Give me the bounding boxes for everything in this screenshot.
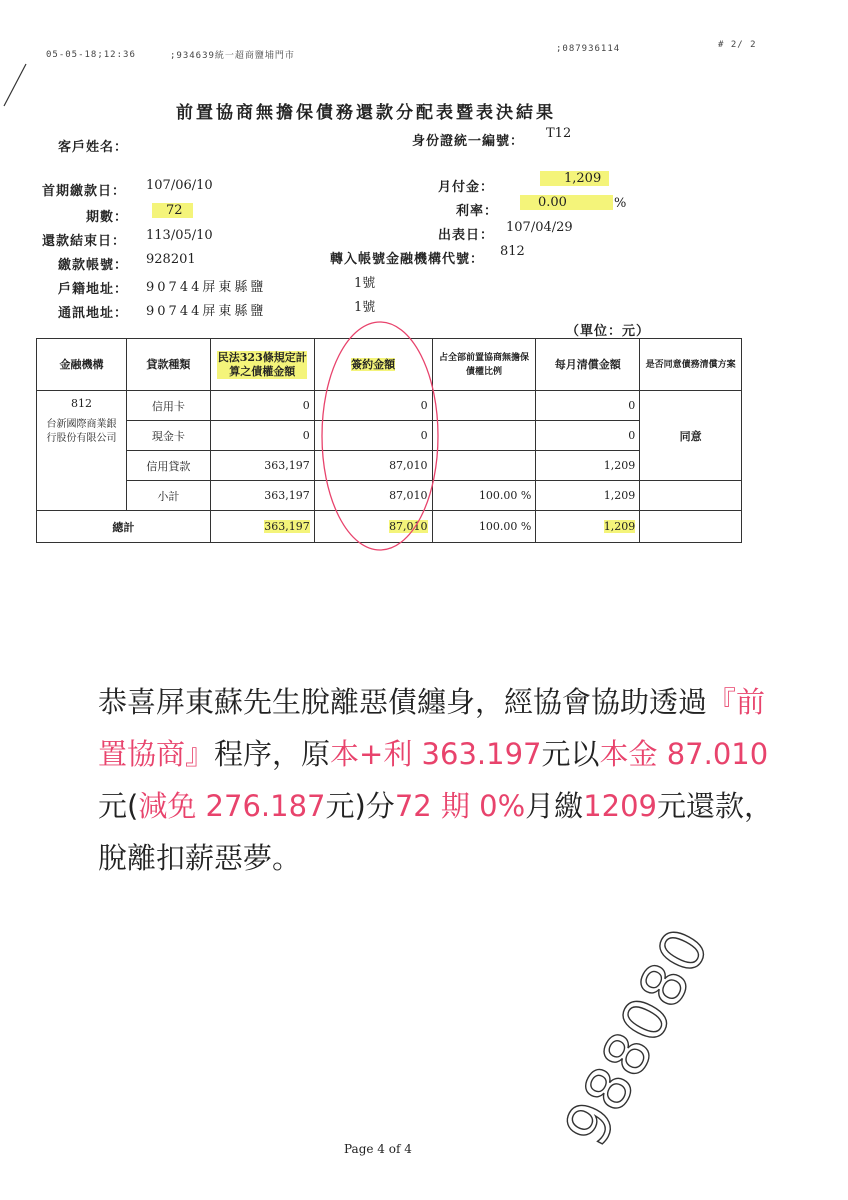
bank-code-value: 812 bbox=[500, 244, 525, 259]
fax-phone: ;087936114 bbox=[556, 44, 621, 54]
note-part-13: 元還款，脫離扣薪惡夢。 bbox=[98, 789, 774, 875]
claim-amount: 363,197 bbox=[210, 481, 314, 511]
account-label: 繳款帳號： bbox=[58, 258, 129, 273]
loan-type: 信用卡 bbox=[126, 391, 210, 421]
interest-rate-label: 利率： bbox=[456, 204, 499, 219]
mailing-address-value: 90744屏東縣鹽 bbox=[146, 304, 267, 319]
note-part-11: 月繳 bbox=[525, 789, 584, 823]
agree-value: 同意 bbox=[640, 391, 742, 481]
issue-date-label: 出表日： bbox=[438, 228, 495, 243]
note-part-3: 程序，原 bbox=[214, 737, 331, 771]
periods-label: 期數： bbox=[86, 210, 129, 225]
periods-value: 72 bbox=[152, 203, 193, 218]
bank-name: 台新國際商業銀行股份有限公司 bbox=[46, 419, 117, 444]
claim-amount: 363,197 bbox=[210, 451, 314, 481]
debt-ratio bbox=[432, 451, 536, 481]
header-loan-type: 貸款種類 bbox=[126, 339, 210, 391]
unit-note: （單位：元） bbox=[566, 324, 651, 339]
debt-ratio bbox=[432, 421, 536, 451]
header-ratio: 占全部前置協商無擔保債權比例 bbox=[432, 339, 536, 391]
document-title: 前置協商無擔保債務還款分配表暨表決結果 bbox=[176, 103, 556, 123]
claim-amount: 0 bbox=[210, 391, 314, 421]
header-institution: 金融機構 bbox=[37, 339, 127, 391]
end-date-value: 113/05/10 bbox=[146, 228, 213, 243]
header-agree: 是否同意債務清償方案 bbox=[640, 339, 742, 391]
contract-amount: 0 bbox=[314, 391, 432, 421]
debt-ratio bbox=[432, 391, 536, 421]
note-part-12: 1209 bbox=[583, 789, 657, 823]
monthly-amount: 0 bbox=[536, 391, 640, 421]
monthly-amount: 1,209 bbox=[536, 481, 640, 511]
fax-page: # 2/ 2 bbox=[718, 40, 757, 50]
mailing-address-suffix: 1號 bbox=[354, 300, 376, 315]
pen-slash-mark bbox=[0, 60, 30, 110]
debt-ratio: 100.00 % bbox=[432, 481, 536, 511]
header-claim-cell bbox=[210, 339, 314, 391]
contract-amount: 87,010 bbox=[314, 451, 432, 481]
interest-rate-unit: % bbox=[614, 196, 627, 211]
note-part-7: 元( bbox=[98, 789, 139, 823]
note-part-2: 『前置協商』 bbox=[98, 685, 766, 771]
household-address-label: 戶籍地址： bbox=[58, 282, 129, 297]
total-monthly: 1,209 bbox=[603, 520, 636, 533]
total-empty-cell bbox=[640, 511, 742, 543]
id-number-label: 身份證統一編號： bbox=[412, 134, 525, 149]
pink-circle-annotation bbox=[316, 316, 446, 556]
total-ratio: 100.00 % bbox=[432, 511, 536, 543]
monthly-payment-value: 1,209 bbox=[540, 171, 609, 186]
header-monthly: 每月清償金額 bbox=[536, 339, 640, 391]
loan-type: 小計 bbox=[126, 481, 210, 511]
claim-amount: 0 bbox=[210, 421, 314, 451]
total-monthly-cell bbox=[536, 511, 640, 543]
note-part-4: 本+利 363.197 bbox=[330, 737, 542, 771]
fax-datetime: 05-05-18;12:36 bbox=[46, 50, 136, 60]
issue-date-value: 107/04/29 bbox=[506, 220, 573, 235]
note-part-8: 減免 276.187 bbox=[138, 789, 326, 823]
household-address-suffix: 1號 bbox=[354, 276, 376, 291]
loan-type: 現金卡 bbox=[126, 421, 210, 451]
note-part-1: 恭喜屏東蘇先生脫離惡債纏身，經協會協助透過 bbox=[98, 685, 708, 719]
monthly-amount: 1,209 bbox=[536, 451, 640, 481]
bank-code-label: 轉入帳號金融機構代號： bbox=[330, 252, 485, 267]
total-claim: 363,197 bbox=[264, 520, 310, 533]
note-part-5: 元以 bbox=[541, 737, 600, 771]
id-number-value: T12 bbox=[546, 126, 572, 141]
monthly-payment-label: 月付金： bbox=[438, 180, 495, 195]
stamp-number: 988080 bbox=[551, 916, 724, 1158]
customer-name-label: 客戶姓名： bbox=[58, 140, 129, 155]
mailing-address-label: 通訊地址： bbox=[58, 306, 129, 321]
bank-code: 812 bbox=[70, 397, 92, 410]
header-contract: 簽約金額 bbox=[351, 357, 396, 371]
note-part-9: 元)分 bbox=[325, 789, 395, 823]
total-contract: 87,010 bbox=[389, 520, 428, 533]
note-part-6: 本金 87.010 bbox=[599, 737, 769, 771]
monthly-amount: 0 bbox=[536, 421, 640, 451]
interest-rate-value: 0.00 bbox=[520, 195, 613, 210]
fax-sender: ;934639統一超商鹽埔門市 bbox=[170, 51, 295, 61]
total-claim-cell bbox=[210, 511, 314, 543]
contract-amount: 0 bbox=[314, 421, 432, 451]
congratulation-note bbox=[98, 676, 778, 884]
loan-type: 信用貸款 bbox=[126, 451, 210, 481]
household-address-value: 90744屏東縣鹽 bbox=[146, 280, 267, 295]
agree-empty-cell bbox=[640, 481, 742, 511]
total-label: 總計 bbox=[37, 511, 211, 543]
header-claim: 民法323條規定計算之債權金額 bbox=[217, 350, 307, 378]
end-date-label: 還款結束日： bbox=[42, 234, 127, 249]
contract-amount: 87,010 bbox=[314, 481, 432, 511]
page-footer: Page 4 of 4 bbox=[344, 1142, 412, 1156]
first-payment-label: 首期繳款日： bbox=[42, 184, 127, 199]
bank-cell bbox=[37, 391, 127, 511]
first-payment-value: 107/06/10 bbox=[146, 178, 213, 193]
account-value: 928201 bbox=[146, 252, 196, 267]
note-part-10: 72 期 0% bbox=[394, 789, 526, 823]
